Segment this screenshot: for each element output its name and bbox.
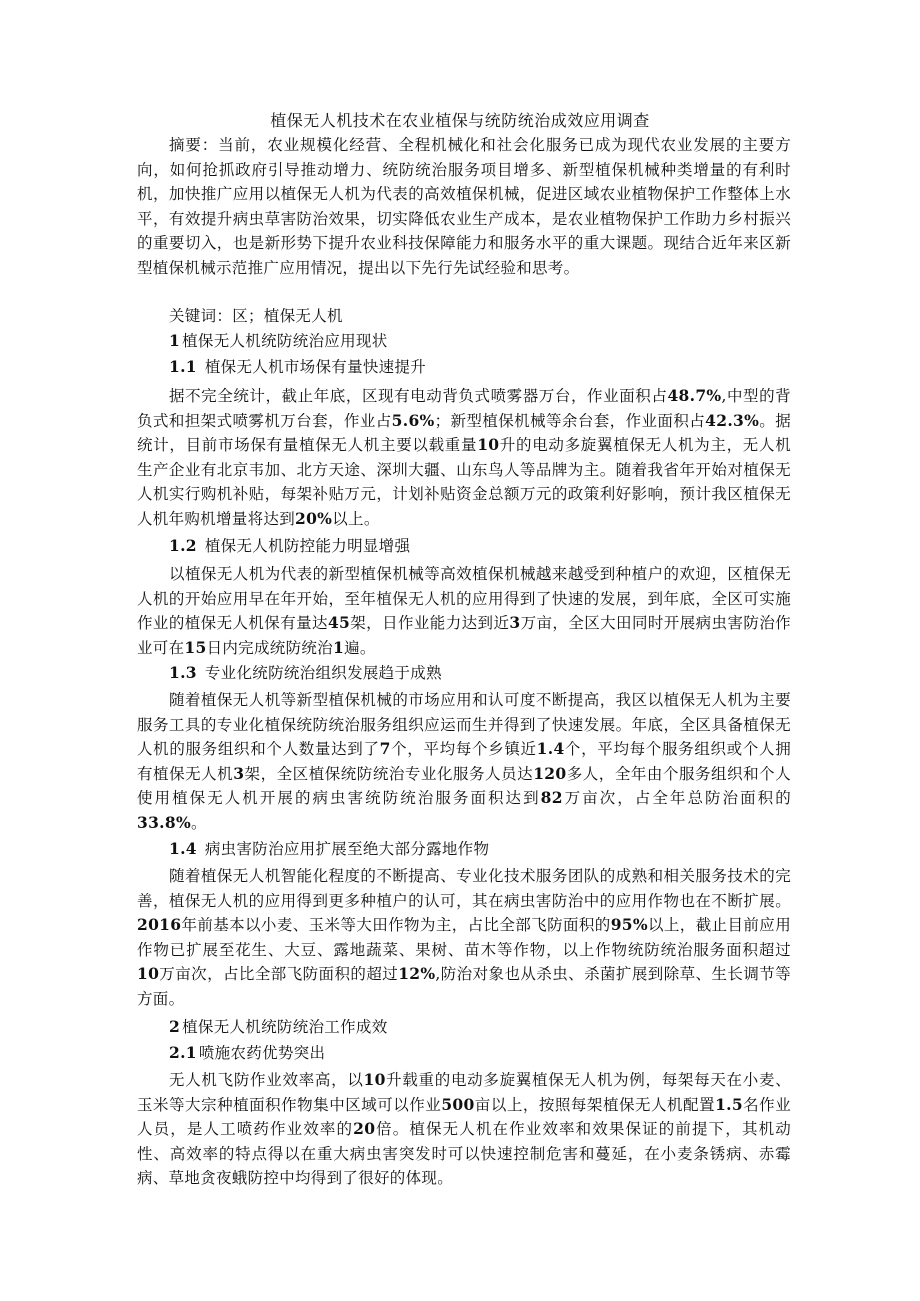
text-run: 升的电动多旋翼植保无人机为主，无人机生产企业有北京韦加、北方天途、深圳大疆、山东鸟人等品牌为主。随着我省年开始对植保无人机实行购机补贴，每架补贴万元，计划补贴资金总额万元的政策利好影响，预计我区植保无人机年购机增量将达到 bbox=[137, 436, 791, 528]
text-run: ,防治对象也从杀虫、杀菌扩展到除草、生长调节等方面。 bbox=[137, 965, 791, 1008]
bold-figure: 48.7% bbox=[667, 386, 722, 405]
text-run: 以植保无人机为代表的新型植保机械等高效植保机械越来越受到种植户的欢迎，区植保无人机的开始应用早在年开始，至年植保无人机的应用得到了快速的发展，到年底，全区可实施作业的植保无人机保有量达 bbox=[137, 565, 791, 632]
paragraph-1-1 bbox=[137, 384, 791, 531]
section-number: 2 bbox=[169, 1017, 181, 1036]
bold-figure: 33.8% bbox=[137, 812, 191, 832]
bold-figure: 45 bbox=[327, 613, 351, 632]
bold-figure: 1 bbox=[332, 637, 345, 657]
section-heading-1 bbox=[169, 330, 388, 352]
text-run: 亩以上，按照每架植保无人机配置 bbox=[474, 1095, 716, 1114]
section-title: 喷施农药优势突出 bbox=[198, 1044, 326, 1062]
bold-figure: 10 bbox=[363, 1070, 386, 1089]
section-title: 植保无人机统防统治工作成效 bbox=[182, 1018, 388, 1036]
bold-figure: 500 bbox=[441, 1094, 475, 1114]
text-run: 个，平均每个乡镇近 bbox=[390, 740, 537, 758]
bold-figure: 2016 bbox=[137, 915, 182, 934]
bold-figure: 15 bbox=[184, 637, 207, 657]
text-run: 随着植保无人机等新型植保机械的市场应用和认可度不断提高，我区以植保无人机为主要服务工具的专业化植保统防统治服务组织应运而生并得到了快速发展。年底，全区具备植保无人机的服务组织和个人数量达到了 bbox=[137, 691, 791, 758]
bold-figure: 20% bbox=[295, 508, 333, 528]
bold-figure: 12% bbox=[398, 964, 436, 983]
text-run: 以上。 bbox=[332, 509, 380, 528]
bold-figure: 42.3% bbox=[705, 410, 760, 430]
text-run: 据不完全统计，截止年底，区现有电动背负式喷雾器万台，作业面积占 bbox=[169, 387, 668, 405]
text-run: 。据统计，目前市场保有量植保无人机主要以载重量 bbox=[137, 411, 791, 454]
section-heading-1-1 bbox=[169, 356, 426, 378]
section-heading-2-1 bbox=[169, 1042, 325, 1064]
section-number: 1.4 bbox=[169, 839, 197, 858]
bold-figure: 82 bbox=[540, 788, 563, 807]
section-title: 植保无人机防控能力明显增强 bbox=[204, 537, 411, 555]
text-run: 个，平均每个服务组织或个人拥有植保无人机 bbox=[137, 740, 791, 783]
text-run: 万亩次，占全年总防治面积的 bbox=[562, 789, 792, 807]
section-number: 1.1 bbox=[169, 357, 197, 376]
section-heading-2 bbox=[169, 1016, 388, 1038]
bold-figure: 95% bbox=[610, 915, 648, 934]
bold-figure: 1.5 bbox=[715, 1094, 743, 1114]
text-run: 架，日作业能力达到近 bbox=[350, 614, 510, 632]
text-run: 名作业人员，是人工喷药作业效率的 bbox=[137, 1095, 791, 1138]
text-run: 万亩次，占比全部飞防面积的超过 bbox=[159, 965, 399, 983]
section-heading-1-3 bbox=[169, 662, 442, 684]
abstract-paragraph: 摘要：当前，农业规模化经营、全程机械化和社会化服务已成为现代农业发展的主要方向，如何抢抓政府引导推动增力、统防统治服务项目增多、新型植保机械种类增量的有利时机，加快推广应用以植保无人机为代表的高效植保机械，促进区域农业植物保护工作整体上水平，有效提升病虫草害防治效果，切实降低农业生产成本，是农业植物保护工作助力乡村振兴的重要切入，也是新形势下提升农业科技保障能力和服务水平的重大课题。现结合近年来区新型植保机械示范推广应用情况，提出以下先行先试经验和思考。 bbox=[137, 136, 791, 277]
section-title: 植保无人机统防统治应用现状 bbox=[182, 332, 388, 350]
bold-figure: 10 bbox=[477, 435, 500, 454]
section-heading-1-4 bbox=[169, 838, 489, 860]
bold-figure: 10 bbox=[137, 964, 160, 983]
section-number: 2.1 bbox=[169, 1043, 197, 1062]
document-title: 植保无人机技术在农业植保与统防统治成效应用调查 bbox=[270, 111, 650, 130]
bold-figure: 3 bbox=[509, 613, 521, 632]
section-number: 1.3 bbox=[169, 663, 197, 682]
bold-figure: 7 bbox=[379, 739, 391, 758]
text-run: 多人，全年由个服务组织和个人使用植保无人机开展的病虫害统防统治服务面积达到 bbox=[137, 764, 791, 807]
paragraph-1-3 bbox=[137, 688, 791, 835]
text-run: 倍。植保无人机在作业效率和效果保证的前提下，其机动性、高效率的特点得以在重大病虫害突发时可以快速控制危害和蔓延，在小麦条锈病、赤霉病、草地贪夜蛾防控中均得到了很好的体现。 bbox=[137, 1120, 791, 1187]
text-run: 。 bbox=[190, 813, 207, 832]
text-run: 遍。 bbox=[344, 638, 376, 657]
text-run: 随着植保无人机智能化程度的不断提高、专业化技术服务团队的成熟和相关服务技术的完善，植保无人机的应用得到更多种植户的认可，其在病虫害防治中的应用作物也在不断扩展。 bbox=[137, 867, 791, 910]
bold-figure: 1.4 bbox=[536, 739, 565, 758]
text-run: 升载重的电动多旋翼植保无人机为例，每架每天在小麦、玉米等大宗种植面积作物集中区域可以作业 bbox=[137, 1071, 791, 1114]
text-run: 日内完成统防统治 bbox=[206, 638, 333, 657]
section-heading-1-2 bbox=[169, 535, 410, 557]
bold-figure: 3 bbox=[233, 763, 245, 783]
text-run: 万亩，全区大田同时开展病虫害防治作业可在 bbox=[137, 614, 791, 657]
text-run: ,中型的背负式和担架式喷雾机万台套，作业占 bbox=[137, 387, 791, 430]
paragraph-1-4 bbox=[137, 864, 791, 1011]
bold-figure: 5.6% bbox=[391, 410, 435, 430]
paragraph-2-1 bbox=[137, 1068, 791, 1191]
section-title: 植保无人机市场保有量快速提升 bbox=[204, 358, 427, 376]
text-run: 年前基本以小麦、玉米等大田作物为主，占比全部飞防面积的 bbox=[181, 916, 611, 934]
section-number: 1.2 bbox=[169, 536, 197, 555]
text-run: 以上，截止目前应用作物已扩展至花生、大豆、露地蔬菜、果树、苗木等作物，以上作物统防统治服务面积超过 bbox=[137, 916, 791, 959]
bold-figure: 20 bbox=[353, 1119, 376, 1138]
text-run: 架，全区植保统防统治专业化服务人员达 bbox=[244, 764, 534, 783]
section-title: 专业化统防统治组织发展趋于成熟 bbox=[204, 664, 442, 682]
keywords-line: 关键词：区；植保无人机 bbox=[169, 307, 343, 325]
bold-figure: 120 bbox=[533, 763, 567, 783]
section-number: 1 bbox=[169, 331, 181, 350]
section-title: 病虫害防治应用扩展至绝大部分露地作物 bbox=[204, 840, 490, 858]
paragraph-1-2 bbox=[137, 562, 791, 660]
text-run: 无人机飞防作业效率高，以 bbox=[169, 1071, 364, 1089]
text-run: ；新型植保机械等余台套，作业面积占 bbox=[434, 411, 706, 430]
